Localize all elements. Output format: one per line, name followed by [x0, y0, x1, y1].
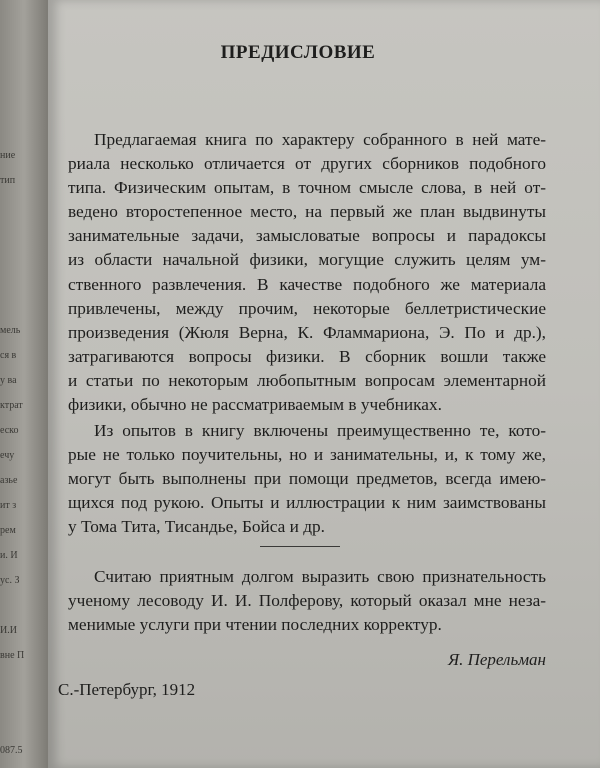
left-page-fragment: 087.5: [0, 745, 23, 756]
text-line: менимые услуги при чтении последних корректур.: [68, 615, 442, 635]
text-line: произведения (Жюля Верна, К. Фламмариона, Э. По и др.),: [68, 322, 546, 342]
text-line: занимательные задачи, замысловатые вопросы и парадоксы: [68, 226, 546, 246]
left-page-fragment: вне П: [0, 650, 25, 661]
section-divider: [260, 546, 340, 547]
author-signature: Я. Перельман: [447, 650, 546, 669]
text-line: физики, обычно не рассматриваемым в учебниках.: [68, 395, 442, 415]
text-line: привлечены, между прочим, некоторые беллетристические: [68, 298, 546, 318]
text-line: риала несколько отличается от других сборников подобного: [68, 154, 546, 174]
left-page-fragment: тип: [0, 175, 16, 186]
text-line: Из опытов в книгу включены преимущественно те, кото-: [94, 421, 546, 440]
left-page-fragment: мель: [0, 325, 21, 336]
text-line: из области начальной физики, могущие служить целям ум-: [68, 250, 546, 270]
left-page-fragment: И.И: [0, 625, 17, 636]
left-page-fragment: рем: [0, 525, 16, 536]
page-title: ПРЕДИСЛОВИЕ: [220, 42, 376, 63]
left-page-fragment: ся в: [0, 350, 17, 361]
text-line: рые не только поучительны, но и занимательны, и, к тому же,: [68, 445, 546, 465]
paragraph-3: [68, 565, 546, 637]
left-page-fragment: у ва: [0, 375, 17, 386]
text-line: у Тома Тита, Тисандье, Бойса и др.: [68, 517, 325, 537]
left-page-fragment: ит з: [0, 500, 17, 511]
left-page-fragment: ктрат: [0, 400, 23, 411]
text-line: Предлагаемая книга по характеру собранного в ней мате-: [94, 130, 546, 149]
left-page-fragment: ечу: [0, 450, 15, 461]
left-page-fragment: ус. З: [0, 575, 20, 586]
place-and-date: С.-Петербург, 1912: [58, 680, 196, 699]
text-line: типа. Физическим опытам, в точном смысле слова, в ней от-: [68, 178, 546, 198]
text-line: ведено второстепенное место, на первый же план выдвинуты: [68, 202, 546, 222]
text-line: щихся под рукою. Опыты и иллюстрации к ним заимствованы: [68, 493, 546, 513]
left-page-fragment: азье: [0, 475, 18, 486]
text-line: затрагиваются вопросы физики. В сборник вошли также: [68, 346, 546, 366]
text-line: ственного развлечения. В качестве подобного же материала: [68, 274, 546, 294]
text-line: ученому лесоводу И. И. Полферову, который оказал мне неза-: [68, 591, 546, 611]
paragraph-1: [68, 128, 546, 417]
left-page-fragment: еско: [0, 425, 19, 436]
text-line: Считаю приятным долгом выразить свою признательность: [94, 567, 546, 586]
left-page-fragment: и. И: [0, 550, 18, 561]
paragraph-2: [68, 419, 546, 539]
left-page-fragment: ние: [0, 150, 16, 161]
left-page-edge: [0, 0, 48, 768]
book-page: [48, 0, 600, 768]
text-line: и статьи по некоторым любопытным вопросам элементарной: [68, 370, 546, 390]
text-line: могут быть выполнены при помощи предметов, всегда имею-: [68, 469, 546, 489]
